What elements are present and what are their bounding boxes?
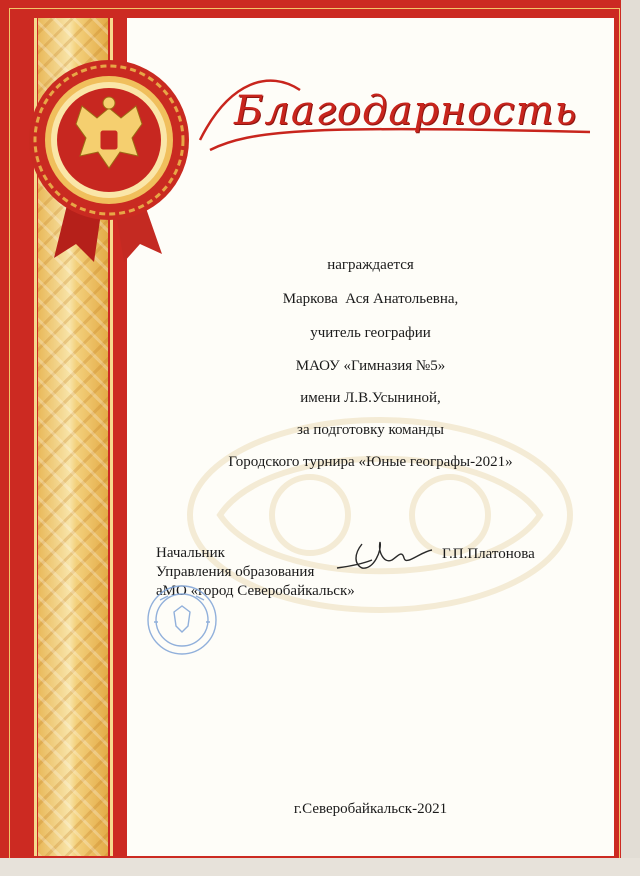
recipient-name: Маркова Ася Анатольевна, xyxy=(282,291,459,307)
title-text: Благодарность xyxy=(234,88,578,134)
signatory-position-line: Начальник xyxy=(156,545,225,561)
signatory-position-line: Управления образования xyxy=(156,564,315,580)
round-seal-stamp xyxy=(124,582,234,658)
certificate-title xyxy=(190,70,610,160)
reason-line: за подготовку команды xyxy=(297,422,444,438)
scan-margin-right xyxy=(621,0,640,876)
signatory-name: Г.П.Платонова xyxy=(442,546,535,562)
handwritten-signature xyxy=(332,530,442,580)
event-line: Городского турнира «Юные географы-2021» xyxy=(228,454,513,470)
school-dedication: имени Л.В.Усыниной, xyxy=(300,390,441,406)
emblem-rosette xyxy=(14,48,204,268)
school-name: МАОУ «Гимназия №5» xyxy=(295,358,446,374)
place-year: г.Северобайкальск-2021 xyxy=(293,801,448,817)
recipient-position: учитель географии xyxy=(310,325,431,341)
awarded-line: награждается xyxy=(327,257,414,273)
scan-margin-bottom xyxy=(0,858,640,876)
signatory-position-line: аМО «город Северобайкальск» xyxy=(156,583,355,599)
